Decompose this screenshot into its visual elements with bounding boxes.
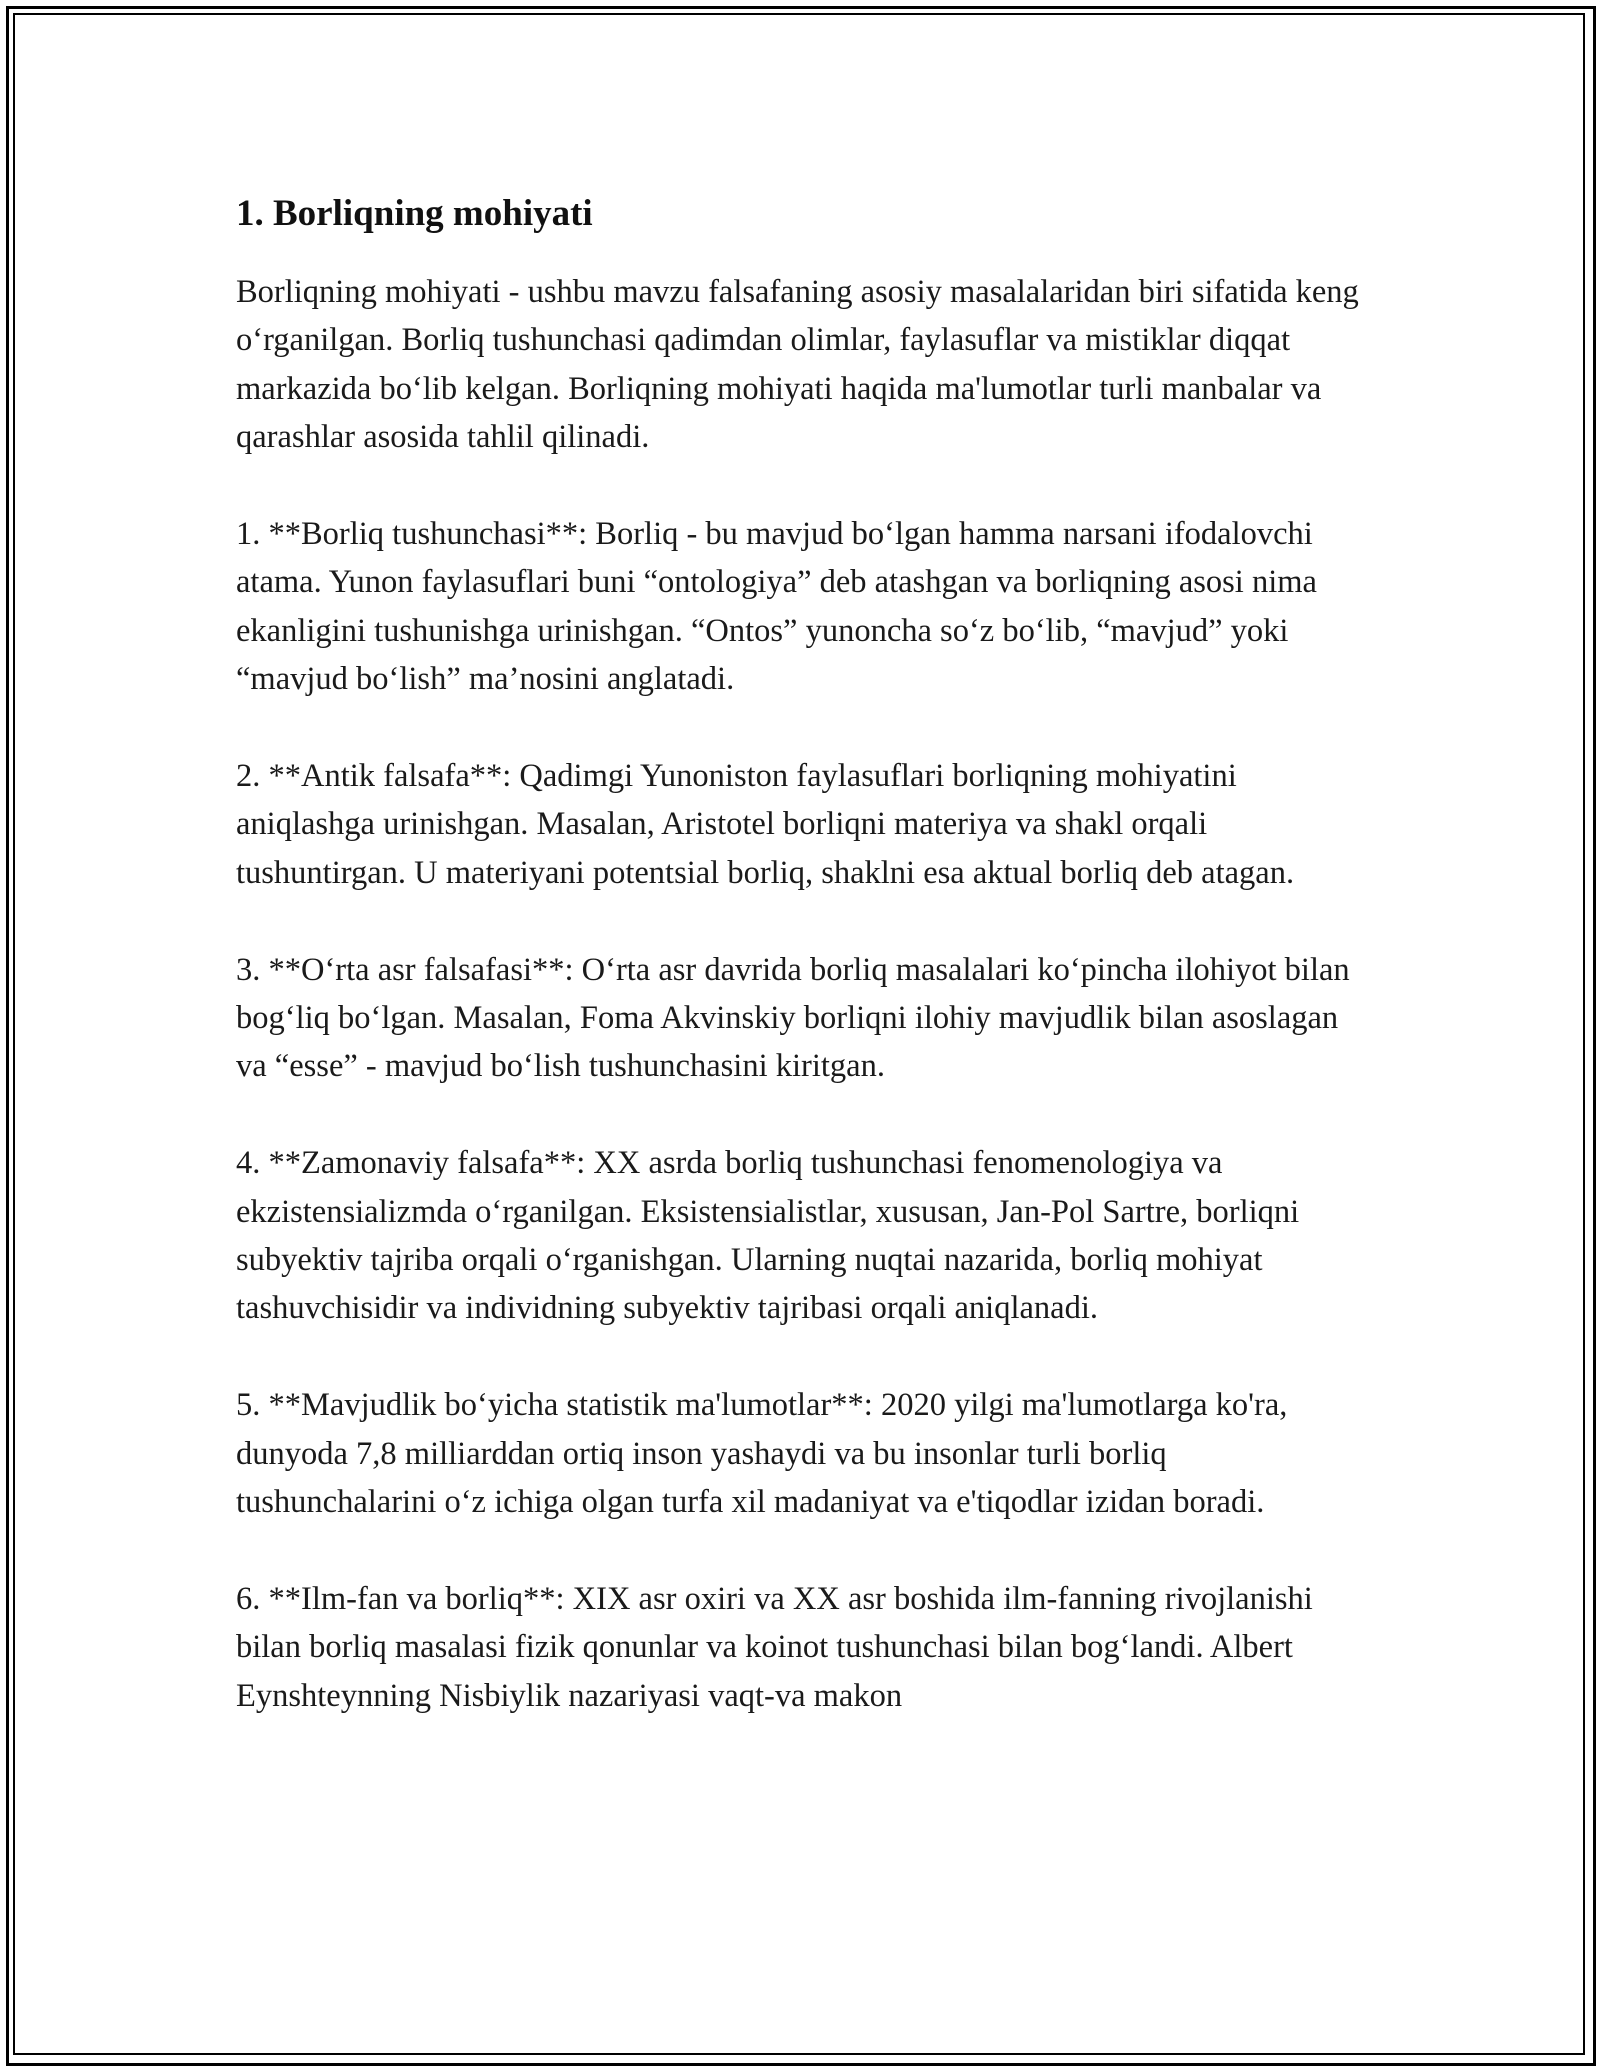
paragraph-orta-asr-falsafasi: 3. **O‘rta asr falsafasi**: O‘rta asr davrida borliq masalalari ko‘pincha ilohiyot bilan bog‘liq bo‘lgan. Masalan, Foma Akvinskiy borliqni ilohiy mavjudlik bilan asoslagan va “esse” - mavjud bo‘lish tushunchasini kiritgan. xyxy=(236,951,1350,1085)
intro-paragraph: Borliqning mohiyati - ushbu mavzu falsafaning asosiy masalalaridan biri sifatida keng o‘rganilgan. Borliq tushunchasi qadimdan olimlar, faylasuflar va mistiklar diqqat markazida bo‘lib kelgan. Borliqning mohiyati haqida ma'lumotlar turli manbalar va qarashlar asosida tahlil qilinadi. xyxy=(236,274,1359,456)
paragraph-zamonaviy-falsafa: 4. **Zamonaviy falsafa**: XX asrda borliq tushunchasi fenomenologiya va ekzistensializmda o‘rganilgan. Eksistensialistlar, xususan, Jan-Pol Sartre, borliqni subyektiv tajriba orqali o‘rganishgan. Ularning nuqtai nazarida, borliq mohiyat tashuvchisidir va individning subyektiv tajribasi orqali aniqlanadi. xyxy=(236,1145,1300,1327)
document-body xyxy=(236,186,1366,1768)
paragraph-borliq-tushunchasi: 1. **Borliq tushunchasi**: Borliq - bu mavjud bo‘lgan hamma narsani ifodalovchi atama. Yunon faylasuflari buni “ontologiya” deb atashgan va borliqning asosi nima ekanligini tushunishga urinishgan. “Ontos” yunoncha so‘z bo‘lib, “mavjud” yoki “mavjud bo‘lish” ma’nosini anglatadi. xyxy=(236,516,1317,698)
paragraph-mavjudlik-statistika: 5. **Mavjudlik bo‘yicha statistik ma'lumotlar**: 2020 yilgi ma'lumotlarga ko'ra, dunyoda 7,8 milliarddan ortiq inson yashaydi va bu insonlar turli borliq tushunchalarini o‘z ichiga olgan turfa xil madaniyat va e'tiqodlar izidan boradi. xyxy=(236,1387,1288,1521)
paragraph-antik-falsafa: 2. **Antik falsafa**: Qadimgi Yunoniston faylasuflari borliqning mohiyatini aniqlashga urinishgan. Masalan, Aristotel borliqni materiya va shakl orqali tushuntirgan. U materiyani potentsial borliq, shaklni esa aktual borliq deb atagan. xyxy=(236,758,1295,891)
paragraph-ilm-fan-va-borliq: 6. **Ilm-fan va borliq**: XIX asr oxiri va XX asr boshida ilm-fanning rivojlanishi bilan borliq masalasi fizik qonunlar va koinot tushunchasi bilan bog‘landi. Albert Eynshteynning Nisbiylik nazariyasi vaqt-va makon xyxy=(236,1580,1313,1714)
section-heading: 1. Borliqning mohiyati xyxy=(236,193,593,234)
